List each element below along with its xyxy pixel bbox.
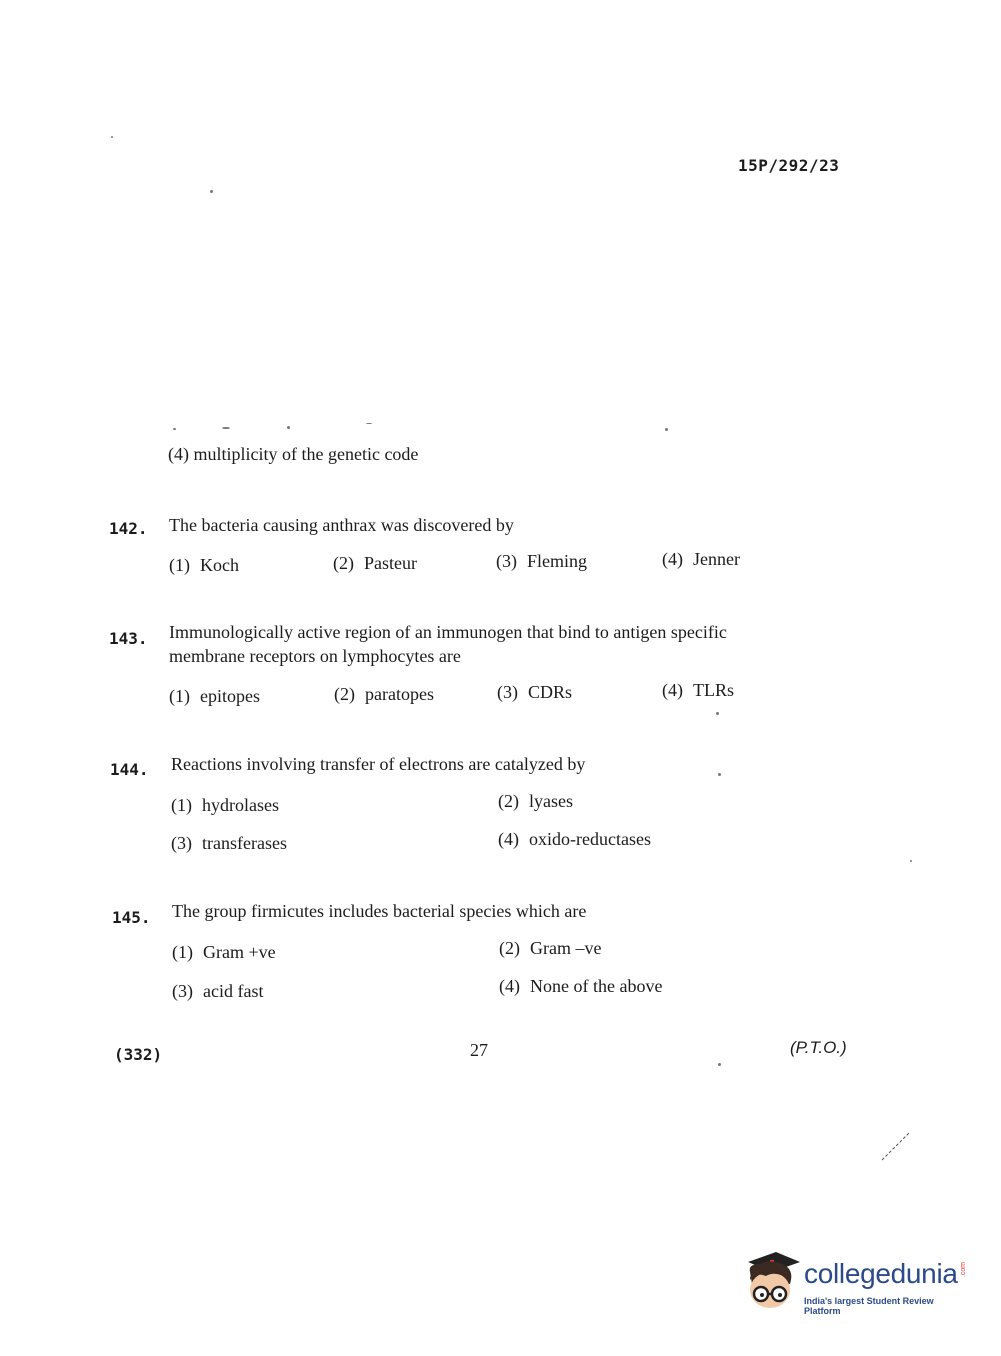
page-number: 27 [470,1040,488,1060]
option-text: TLRs [693,680,735,700]
option-2 [498,791,573,812]
scan-speck [173,428,176,430]
option-4 [662,680,734,701]
option-3 [497,682,572,703]
option-number: (1) [172,942,193,962]
option-number: (1) [171,795,192,815]
option-number: (4) [499,976,520,996]
option-text: Koch [200,555,239,575]
continued-option-4: (4) multiplicity of the genetic code [168,444,419,464]
option-text: hydrolases [202,795,279,815]
option-4 [662,549,740,570]
option-4 [498,829,651,850]
option-3 [496,551,587,572]
option-text: None of the above [530,976,663,996]
option-text: Fleming [527,551,588,571]
scan-speck [718,773,721,776]
option-4 [499,976,662,997]
question-text: The group firmicutes includes bacterial species which are [172,901,587,921]
question-number: 145. [112,908,151,927]
question-text: The bacteria causing anthrax was discovered by [169,515,514,535]
option-1 [169,686,260,707]
option-number: (3) [172,981,193,1001]
option-2 [333,553,417,574]
document-code: 15P/292/23 [738,156,840,175]
scan-speck [111,136,113,138]
option-number: (4) [662,549,683,569]
scan-speck [910,860,912,862]
option-number: (2) [498,791,519,811]
option-1 [169,555,239,576]
collegedunia-logo [742,1250,972,1314]
option-number: (1) [169,686,190,706]
option-1 [172,942,276,963]
option-number: (3) [497,682,518,702]
option-2 [334,684,434,705]
option-text: CDRs [528,682,573,702]
brand-domain: .com [960,1262,967,1278]
mascot-icon [742,1250,802,1314]
option-text: acid fast [203,981,264,1001]
option-3 [172,981,263,1002]
option-number: (3) [171,833,192,853]
question-text-line-1: Immunologically active region of an immunogen that bind to antigen specific [169,622,727,642]
option-text: paratopes [365,684,434,704]
option-text: Jenner [693,549,740,569]
option-3 [171,833,287,854]
scan-speck [665,428,668,431]
scan-speck [287,426,290,429]
scan-speck [718,1063,721,1066]
option-text: Gram +ve [203,942,276,962]
please-turn-over: (P.T.O.) [790,1038,847,1057]
option-text: oxido-reductases [529,829,651,849]
scan-speck [222,427,230,429]
paper-code: (332) [114,1045,163,1064]
option-text: transferases [202,833,287,853]
question-text: Reactions involving transfer of electrons are catalyzed by [171,754,586,774]
option-number: (3) [496,551,517,571]
option-1 [171,795,279,816]
brand-tagline: India's largest Student Review Platform [804,1296,934,1316]
question-number: 143. [109,629,148,648]
option-number: (2) [334,684,355,704]
option-number: (2) [499,938,520,958]
option-number: (1) [169,555,190,575]
question-text-line-2: membrane receptors on lymphocytes are [169,646,461,666]
scan-speck [716,712,719,715]
option-2 [499,938,601,959]
question-number: 142. [109,519,148,538]
question-number: 144. [110,760,149,779]
option-number: (4) [662,680,683,700]
pen-mark [876,1128,916,1164]
option-number: (2) [333,553,354,573]
option-text: Gram –ve [530,938,602,958]
option-number: (4) [498,829,519,849]
option-text: Pasteur [364,553,417,573]
option-text: lyases [529,791,573,811]
option-text: epitopes [200,686,260,706]
scan-speck [210,190,213,193]
brand-name: collegedunia [804,1258,958,1289]
scan-speck [366,423,372,424]
